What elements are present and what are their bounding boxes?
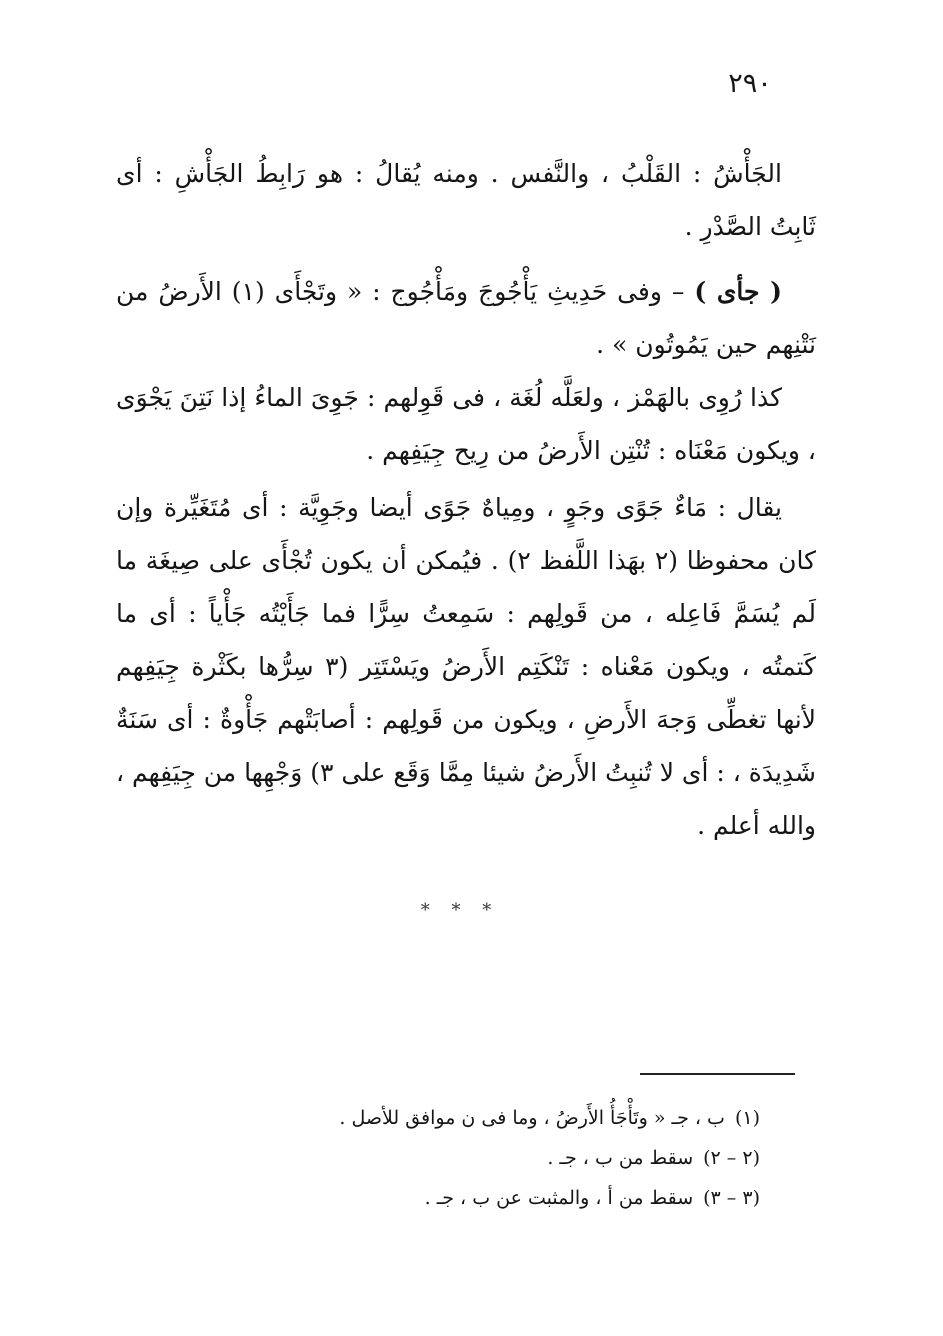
footnote-text: ب ، جـ « وتَأْجَأُ الأَرضُ ، وما فى ن موافق للأصل . xyxy=(339,1107,725,1129)
footnote-number: (١) xyxy=(734,1107,760,1129)
paragraph-jaa-entry xyxy=(116,265,816,371)
footnote-1 xyxy=(200,1098,760,1138)
entry-text: – وفى حَدِيثِ يَأْجُوجَ ومَأْجُوج : « وتَجْأَى (١) الأَرضُ من نَتْنِهم حين يَمُوتُون » . xyxy=(116,277,816,359)
footnote-divider xyxy=(640,1073,795,1075)
footnotes xyxy=(200,1098,760,1218)
footnote-text: سقط من أ ، والمثبت عن ب ، جـ . xyxy=(424,1187,694,1209)
paragraph-hamz-variant: كذا رُوِى بالهَمْز ، ولعَلَّه لُغَة ، فى قَوِلهم : جَوِىَ الماءُ إذا نَتِنَ يَجْوَى ، ويكون مَعْنَاه : تُنْتِن الأَرضُ من رِيح جِيَفِهم . xyxy=(116,383,816,465)
footnote-text: سقط من ب ، جـ . xyxy=(547,1147,694,1169)
footnote-number: (٢ – ٢) xyxy=(703,1147,760,1169)
footnote-3 xyxy=(200,1178,760,1218)
entry-headword: ( جأى ) xyxy=(694,277,782,306)
section-separator: * * * xyxy=(420,900,500,921)
paragraph-jaash: الجَأْشُ : القَلْبُ ، والنَّفس . ومنه يُقالُ : هو رَابِطُ الجَأْشِ : أى ثَابِتُ الصَّدْرِ . xyxy=(116,159,816,241)
footnote-2 xyxy=(200,1138,760,1178)
paragraph-explanation: يقال : مَاءٌ جَوًى وجَوٍ ، ومِياهٌ جَوًى أيضا وجَوِيَّة : أى مُتَغَيِّرة وإن كان محفوظا (٢ بهَذا اللَّفظ ٢) . فيُمكن أن يكون تُجْأَى على صِيغَة ما لَم يُسَمَّ فَاعِله ، من قَولِهم : سَمِعتُ سِرًّا فما جَأَيْتُه جَأْياً : أى ما كَتمتُه ، ويكون مَعْناه : تَنْكَتِم الأَرضُ ويَسْتَتِر (٣ سِرُّها بكَثْرة جِيَفِهم لأنها تغطِّى وَجهَ الأَرضِ ، ويكون من قَولِهم : أصابَتْهم جَأْوةٌ : أى سَنَةٌ شَدِيدَة ، : أى لا تُنبِتُ الأَرضُ شيئا مِمَّا وَقَع على ٣) وَجْهِها من جِيَفِهم ، والله أعلم . xyxy=(116,493,817,840)
page-number: ٢٩٠ xyxy=(728,68,772,99)
footnote-number: (٣ – ٣) xyxy=(703,1187,760,1209)
